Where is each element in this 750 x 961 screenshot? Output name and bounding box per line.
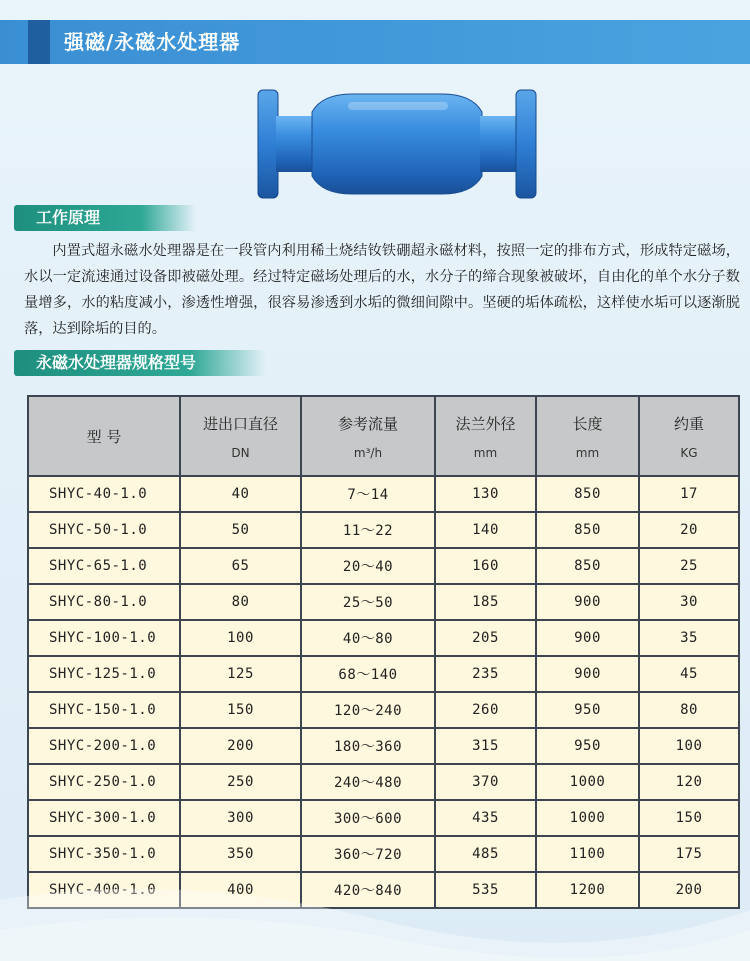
right-flange	[516, 90, 536, 198]
column-header	[536, 396, 639, 476]
table-cell: 850	[536, 512, 639, 548]
table-cell: 315	[435, 728, 536, 764]
water-processor-product-image	[252, 84, 542, 204]
column-header	[435, 396, 536, 476]
table-cell: 360～720	[301, 836, 435, 872]
table-cell: 150	[180, 692, 301, 728]
column-header	[639, 396, 739, 476]
table-cell: SHYC-200-1.0	[28, 728, 180, 764]
table-row	[28, 620, 739, 656]
table-row	[28, 872, 739, 908]
table-cell: 65	[180, 548, 301, 584]
spec-table	[27, 395, 740, 909]
table-cell: 80	[639, 692, 739, 728]
table-cell: 850	[536, 548, 639, 584]
table-cell: 40～80	[301, 620, 435, 656]
table-cell: 50	[180, 512, 301, 548]
table-cell: 17	[639, 476, 739, 512]
table-cell: 180～360	[301, 728, 435, 764]
table-cell: SHYC-50-1.0	[28, 512, 180, 548]
table-cell: 25～50	[301, 584, 435, 620]
table-cell: 140	[435, 512, 536, 548]
table-cell: 900	[536, 584, 639, 620]
table-cell: 40	[180, 476, 301, 512]
banner-accent-block	[28, 20, 50, 64]
spec-table-header	[28, 396, 739, 476]
table-cell: 400	[180, 872, 301, 908]
column-header-unit: m³/h	[353, 445, 383, 460]
table-cell: 350	[180, 836, 301, 872]
right-pipe	[480, 116, 520, 172]
table-cell: 535	[435, 872, 536, 908]
table-cell: 25	[639, 548, 739, 584]
table-cell: 435	[435, 800, 536, 836]
table-row	[28, 548, 739, 584]
table-cell: 370	[435, 764, 536, 800]
table-cell: 68～140	[301, 656, 435, 692]
column-header	[301, 396, 435, 476]
table-cell: 100	[639, 728, 739, 764]
table-cell: SHYC-300-1.0	[28, 800, 180, 836]
column-header	[180, 396, 301, 476]
table-cell: 1000	[536, 800, 639, 836]
table-cell: 1000	[536, 764, 639, 800]
table-cell: 100	[180, 620, 301, 656]
column-header-label: 约重	[673, 414, 704, 433]
left-flange	[258, 90, 278, 198]
table-cell: 11～22	[301, 512, 435, 548]
column-header-label: 参考流量	[337, 414, 398, 433]
table-cell: 235	[435, 656, 536, 692]
spec-table-body	[28, 476, 739, 908]
table-cell: 420～840	[301, 872, 435, 908]
table-row	[28, 800, 739, 836]
column-header-label: 法兰外径	[455, 414, 516, 433]
table-cell: 150	[639, 800, 739, 836]
table-cell: SHYC-400-1.0	[28, 872, 180, 908]
table-cell: 30	[639, 584, 739, 620]
column-header-label: 进出口直径	[202, 414, 278, 433]
table-cell: 205	[435, 620, 536, 656]
column-header-unit: mm	[575, 445, 600, 460]
table-cell: 120	[639, 764, 739, 800]
table-cell: 125	[180, 656, 301, 692]
table-cell: SHYC-80-1.0	[28, 584, 180, 620]
table-cell: 200	[639, 872, 739, 908]
table-cell: 120～240	[301, 692, 435, 728]
table-cell: 185	[435, 584, 536, 620]
column-header	[28, 396, 180, 476]
table-row	[28, 692, 739, 728]
table-cell: 900	[536, 656, 639, 692]
left-pipe	[276, 116, 316, 172]
table-row	[28, 728, 739, 764]
table-cell: 250	[180, 764, 301, 800]
title-banner	[0, 20, 750, 64]
table-cell: 1100	[536, 836, 639, 872]
table-cell: SHYC-125-1.0	[28, 656, 180, 692]
table-row	[28, 476, 739, 512]
column-header-unit: KG	[680, 445, 698, 460]
table-cell: 175	[639, 836, 739, 872]
table-cell: SHYC-250-1.0	[28, 764, 180, 800]
table-row	[28, 584, 739, 620]
principle-paragraph: 内置式超永磁水处理器是在一段管内利用稀土烧结钕铁硼超永磁材料，按照一定的排布方式，形成特定磁场，水以一定流速通过设备即被磁处理。经过特定磁场处理后的水，水分子的缔合现象被破坏，自由化的单个水分子数量增多，水的粘度减小，渗透性增强，很容易渗透到水垢的微细间隙中。坚硬的垢体疏松，这样使水垢可以逐渐脱落，达到除垢的目的。	[24, 243, 740, 337]
table-cell: 160	[435, 548, 536, 584]
table-row	[28, 764, 739, 800]
table-cell: SHYC-65-1.0	[28, 548, 180, 584]
table-cell: 850	[536, 476, 639, 512]
table-cell: 485	[435, 836, 536, 872]
column-header-unit: DN	[231, 445, 250, 460]
table-cell: 45	[639, 656, 739, 692]
table-cell: 20	[639, 512, 739, 548]
table-row	[28, 836, 739, 872]
table-cell: 130	[435, 476, 536, 512]
page-title: 强磁/永磁水处理器	[64, 30, 241, 54]
table-cell: 950	[536, 728, 639, 764]
table-cell: SHYC-150-1.0	[28, 692, 180, 728]
table-cell: SHYC-40-1.0	[28, 476, 180, 512]
table-cell: SHYC-350-1.0	[28, 836, 180, 872]
column-header-label: 型 号	[86, 427, 122, 446]
table-cell: 300	[180, 800, 301, 836]
table-cell: 200	[180, 728, 301, 764]
table-cell: 7～14	[301, 476, 435, 512]
section-title-principle: 工作原理	[14, 205, 196, 231]
column-header-label: 长度	[572, 414, 603, 433]
table-cell: SHYC-100-1.0	[28, 620, 180, 656]
table-cell: 300～600	[301, 800, 435, 836]
table-cell: 20～40	[301, 548, 435, 584]
table-cell: 900	[536, 620, 639, 656]
table-row	[28, 656, 739, 692]
table-row	[28, 512, 739, 548]
table-cell: 80	[180, 584, 301, 620]
table-cell: 35	[639, 620, 739, 656]
section-title-spec: 永磁水处理器规格型号	[14, 350, 266, 376]
table-cell: 1200	[536, 872, 639, 908]
table-cell: 950	[536, 692, 639, 728]
table-cell: 240～480	[301, 764, 435, 800]
table-cell: 260	[435, 692, 536, 728]
column-header-unit: mm	[473, 445, 498, 460]
